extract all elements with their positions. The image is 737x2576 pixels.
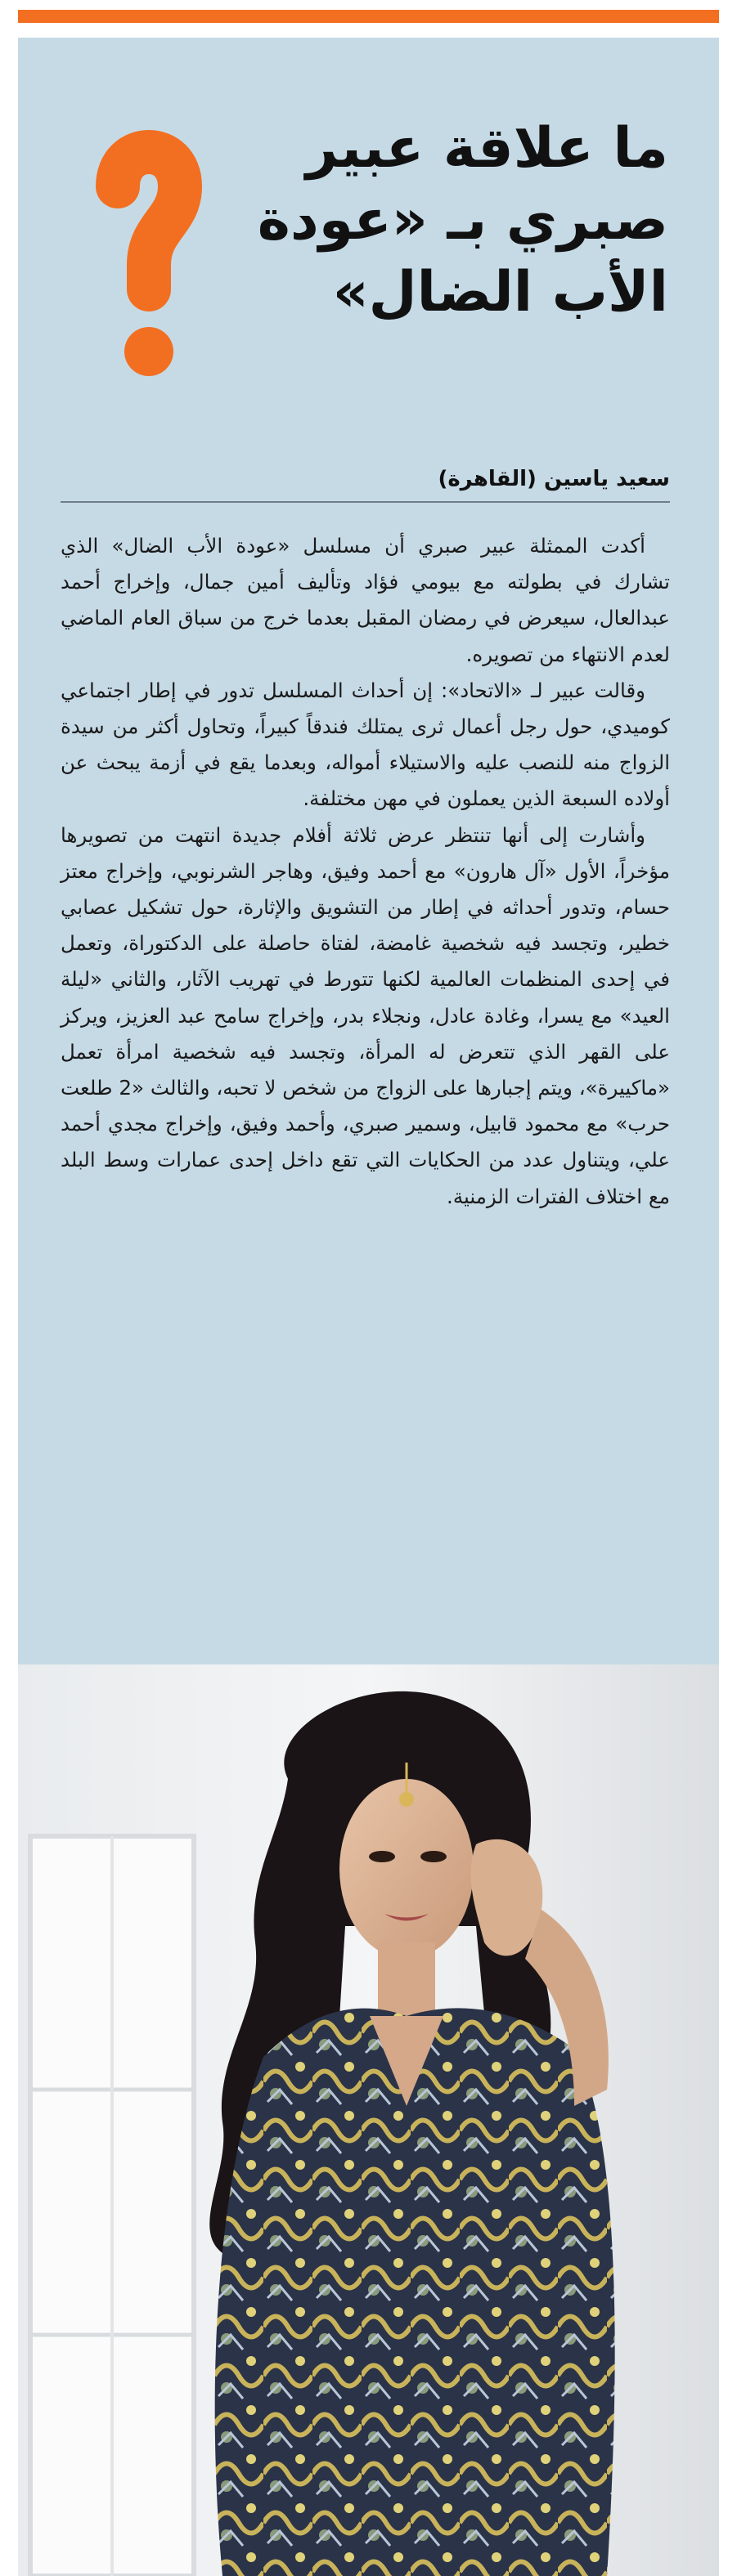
headline [210,113,668,329]
paragraph: وأشارت إلى أنها تنتظر عرض ثلاثة أفلام جديدة انتهت من تصويرها مؤخراً، الأول «آل هارون» مع أحمد وفيق، وهاجر الشرنوبي، وإخراج معتز حسام، وتدور أحداثه في إطار من التشويق والإثارة، حول تشكيل عصابي خطير، وتجسد فيه شخصية غامضة، لفتاة حاصلة على الدكتوراة، وتعمل في إحدى المنظمات العالمية لكنها تتورط في تهريب الآثار، والثاني «ليلة العيد» مع يسرا، وغادة عادل، ونجلاء بدر، وإخراج سامح عبد العزيز، ويركز على القهر الذي تتعرض له المرأة، وتجسد فيه شخصية امرأة تعمل «ماكييرة»، ويتم إجبارها على الزواج من شخص لا تحبه، والثالث «2 طلعت حرب» مع محمود قابيل، وسمير صبري، وأحمد وفيق، وإخراج مجدي أحمد علي، ويتناول عدد من الحكايات التي تقع داخل إحدى عمارات وسط البلد مع اختلاف الفترات الزمنية. [61,822,670,1208]
question-mark-icon [75,116,222,386]
headline-line: ما علاقة عبير [305,116,668,181]
paragraph: وقالت عبير لـ «الاتحاد»: إن أحداث المسلسل تدور في إطار اجتماعي كوميدي، حول رجل أعمال ثرى يمتلك فندقاً كبيراً، وتحاول أكثر من سيدة الزواج منه للنصب عليه والاستيلاء أمواله، وبعدما يقع في أزمة يبحث عن أولاده السبعة الذين يعملون في مهن مختلفة. [61,678,670,811]
top-accent-bar [18,10,719,23]
actress-photo [18,1664,719,2576]
paragraph: أكدت الممثلة عبير صبري أن مسلسل «عودة الأب الضال» الذي تشارك في بطولته مع بيومي فؤاد وتأليف أمين جمال، وإخراج أحمد عبدالعال، سيعرض في رمضان المقبل بعدما خرج من سباق العام الماضي لعدم الانتهاء من تصويره. [61,534,670,666]
headline-line: الأب الضال» [332,260,668,325]
article-body [61,528,670,1215]
article-panel [18,38,719,2576]
headline-line: صبري بـ «عودة [257,188,668,253]
byline: سعيد ياسين (القاهرة) [61,467,670,503]
